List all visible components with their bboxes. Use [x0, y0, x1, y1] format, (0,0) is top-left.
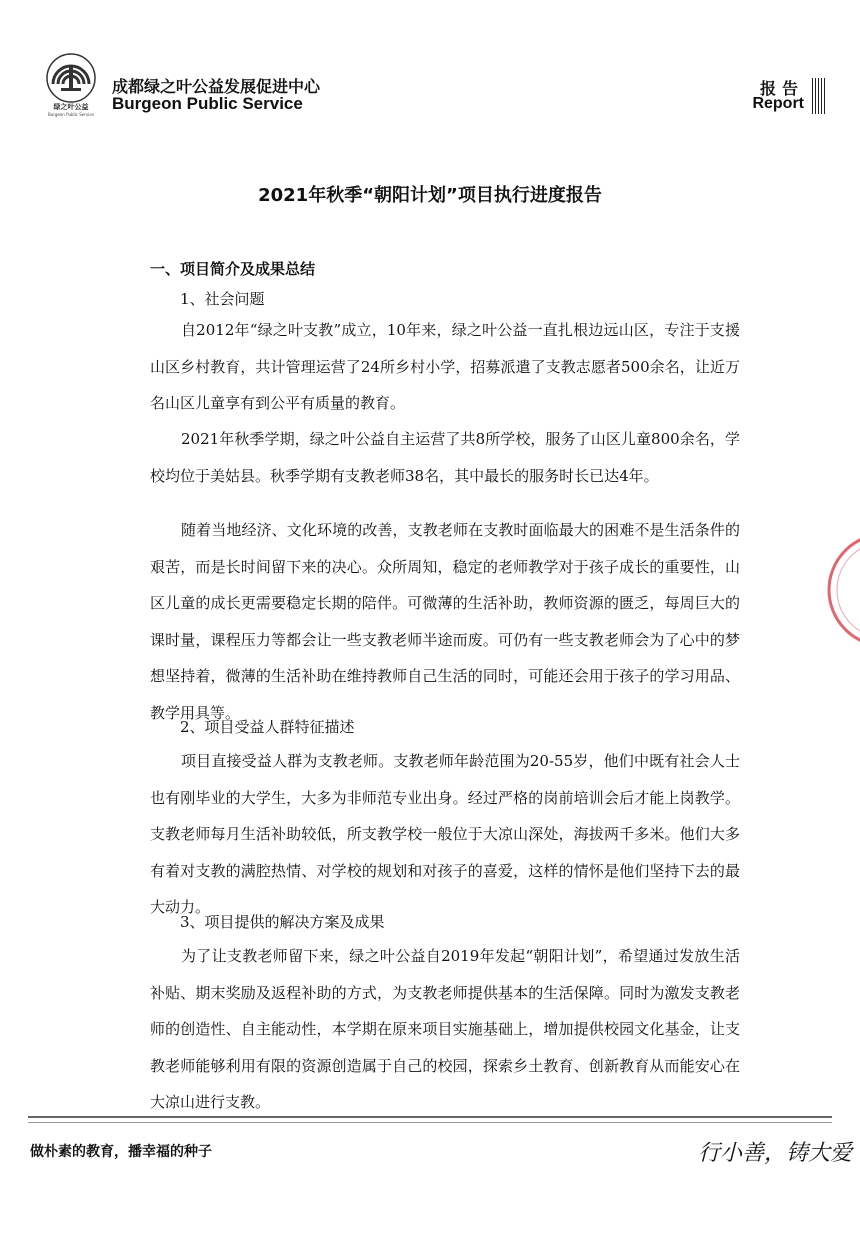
- report-label-cn: 报告: [759, 79, 804, 98]
- signature-calligraphy: [696, 1134, 853, 1170]
- org-name-cn: 成都绿之叶公益发展促进中心: [112, 77, 321, 96]
- paragraph-3: 随着当地经济、文化环境的改善，支教老师在支教时面临最大的困难不是生活条件的艰苦，而是长时间留下来的决心。众所周知，稳定的老师教学对于孩子成长的重要性，山区儿童的成长更需要稳定长期的陪伴。可微薄的生活补助，教师资源的匮乏，每周巨大的课时量，课程压力等都会让一些支教老师半途而废。可仍有一些支教老师会为了心中的梦想坚持着，微薄的生活补助在维持教师自己生活的同时，可能还会用于孩子的学习用品、教学用具等。: [150, 521, 740, 722]
- section-heading: 一、项目简介及成果总结: [150, 260, 316, 278]
- footer-rule-thin: [28, 1122, 832, 1123]
- footer-rule: [28, 1116, 832, 1118]
- report-label-en: Report: [752, 95, 804, 112]
- paragraph-2: 2021年秋季学期，绿之叶公益自主运营了共8所学校，服务了山区儿童800余名，学校均位于美姑县。秋季学期有支教老师38名，其中最长的服务时长已达4年。: [150, 430, 740, 485]
- footer-slogan: 做朴素的教育，播幸福的种子: [30, 1144, 212, 1160]
- paragraph-4: 项目直接受益人群为支教老师。支教老师年龄范围为20-55岁，他们中既有社会人士也有刚毕业的大学生，大多为非师范专业出身。经过严格的岗前培训会后才能上岗教学。支教老师每月生活补助较低，所支教学校一般位于大凉山深处，海拔两千多米。他们大多有着对支教的满腔热情、对学校的规划和对孩子的喜爱，这样的情怀是他们坚持下去的最大动力。: [150, 752, 740, 916]
- signature-text: 行小善，铸大爱: [698, 1141, 853, 1166]
- subsection-heading-3: 3、项目提供的解决方案及成果: [180, 913, 385, 931]
- paragraph-5: 为了让支教老师留下来，绿之叶公益自2019年发起“朝阳计划”，希望通过发放生活补贴、期末奖励及返程补助的方式，为支教老师提供基本的生活保障。同时为激发支教老师的创造性、自主能动性，本学期在原来项目实施基础上，增加提供校园文化基金，让支教老师能够利用有限的资源创造属于自己的校园，探索乡土教育、创新教育从而能安心在大凉山进行支教。: [150, 947, 740, 1111]
- logo-text-en: Burgeon Public Service: [48, 112, 94, 117]
- burgeon-logo: [36, 52, 106, 118]
- subsection-heading-1: 1、社会问题: [180, 290, 265, 308]
- red-seal-stamp: [810, 530, 860, 650]
- page-title: 2021年秋季“朝阳计划”项目执行进度报告: [258, 185, 602, 206]
- paragraph-1: 自2012年“绿之叶支教”成立，10年来，绿之叶公益一直扎根边远山区，专注于支援山区乡村教育，共计管理运营了24所乡村小学，招募派遣了支教志愿者500余名，让近万名山区儿童享有到公平有质量的教育。: [150, 321, 740, 412]
- subsection-heading-2: 2、项目受益人群特征描述: [180, 718, 355, 736]
- org-name-en: Burgeon Public Service: [112, 94, 303, 113]
- barcode-mark: [812, 78, 826, 114]
- logo-text-cn: 绿之叶公益: [53, 103, 89, 111]
